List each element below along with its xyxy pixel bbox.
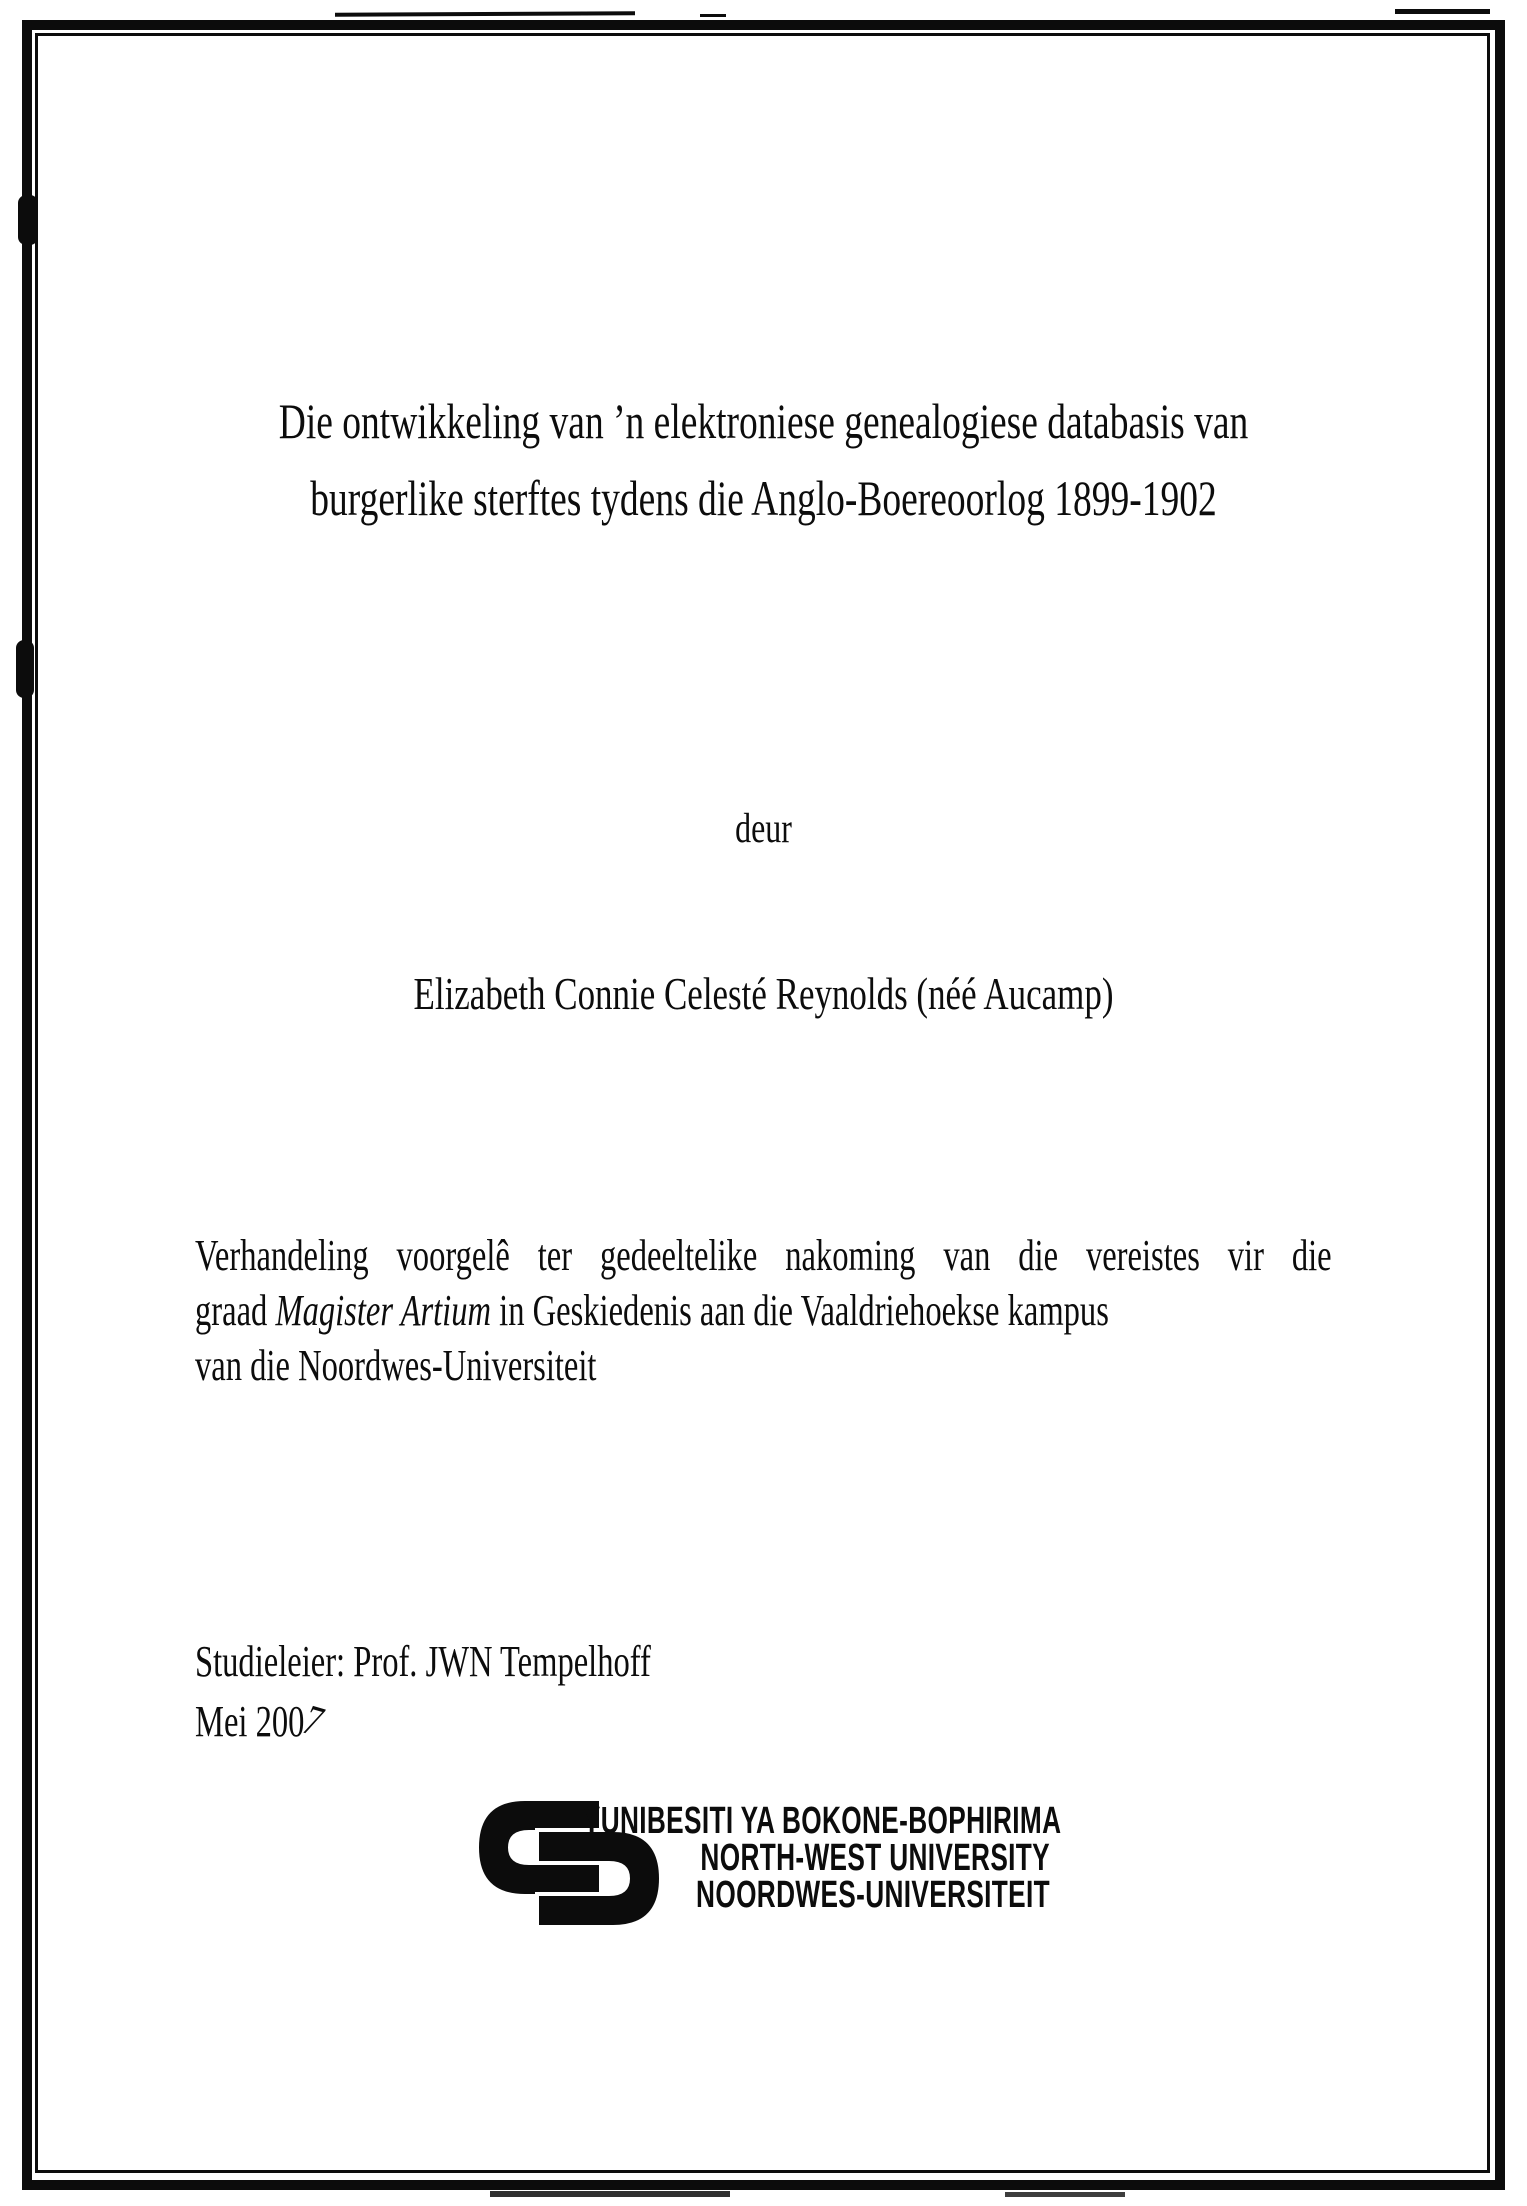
author-name: Elizabeth Connie Celesté Reynolds (néé Aucamp) <box>413 968 1114 1019</box>
scan-artifact <box>1005 2192 1125 2197</box>
nwu-logo-wordmark <box>582 1800 1062 1916</box>
declaration-line-2 <box>195 1283 1332 1338</box>
thesis-title-line-1: Die ontwikkeling van ’n elektroniese genealogiese databasis van <box>278 393 1249 449</box>
declaration-line-2-suffix: in Geskiedenis aan die Vaaldriehoekse kampus <box>491 1286 1109 1335</box>
logo-line-english: NORTH-WEST UNIVERSITY <box>700 1837 1050 1879</box>
scan-artifact <box>16 640 34 698</box>
date-line <box>195 1692 787 1752</box>
scan-artifact <box>335 11 635 17</box>
handwritten-seven: 7 <box>295 1696 331 1746</box>
logo-line-afrikaans: NOORDWES-UNIVERSITEIT <box>696 1874 1050 1916</box>
supervisor-block <box>195 1632 787 1752</box>
declaration-line-1: Verhandeling voorgelê ter gedeeltelike nakoming van die vereistes vir die <box>195 1231 1332 1280</box>
thesis-title-line-2: burgerlike sterftes tydens die Anglo-Boereoorlog 1899-1902 <box>310 470 1217 526</box>
scan-artifact <box>18 195 38 245</box>
scan-artifact <box>490 2191 730 2197</box>
byline-deur: deur <box>735 806 792 852</box>
logo-line-setswana: YUNIBESITI YA BOKONE-BOPHIRIMA <box>582 1800 1062 1842</box>
declaration-paragraph <box>195 1228 1332 1393</box>
scan-artifact <box>1395 9 1490 14</box>
supervisor-line: Studieleier: Prof. JWN Tempelhoff <box>195 1637 651 1686</box>
degree-title-italic: Magister Artium <box>275 1286 492 1335</box>
declaration-line-2-prefix: graad <box>195 1286 276 1335</box>
scan-artifact <box>700 14 726 17</box>
date-prefix: Mei 200 <box>195 1697 305 1746</box>
thesis-title <box>191 383 1336 537</box>
declaration-line-3: van die Noordwes-Universiteit <box>195 1341 597 1390</box>
